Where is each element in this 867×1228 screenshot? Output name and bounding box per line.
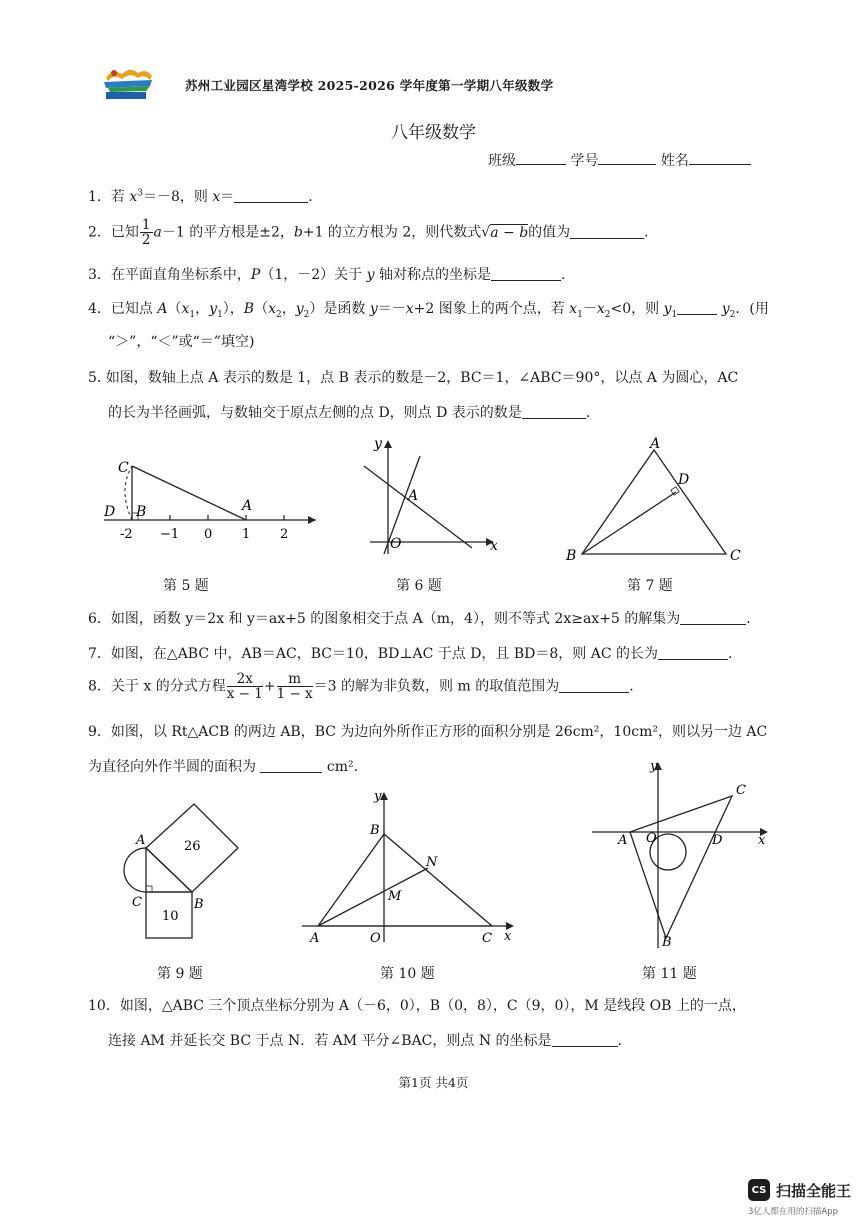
question-5-line2: 的长为半径画弧，与数轴交于原点左侧的点 D，则点 D 表示的数是 . [108, 405, 591, 421]
question-10: 10．如图，△ABC 三个顶点坐标分别为 A（－6，0），B（0，8），C（9，0），M 是线段 OB 上的一点， [88, 998, 746, 1014]
caption-fig11: 第 11 题 [642, 966, 697, 982]
label-C: C [118, 460, 129, 476]
figure-7 [560, 436, 750, 566]
label-B: B [662, 935, 672, 950]
answer-blank-6[interactable] [680, 610, 746, 625]
cs-logo-icon: CS [748, 1179, 770, 1201]
question-1: 1．若 $x^3=-8$，则 x＝ . [88, 188, 313, 205]
answer-blank-8[interactable] [559, 678, 629, 693]
label-D: D [678, 472, 690, 488]
tick-neg1: −1 [160, 527, 180, 542]
tick-0: 0 [204, 527, 213, 542]
cs-brand: 扫描全能王 [776, 1181, 852, 1200]
fraction-1: $\frac{2x}{x - 1}$ [226, 671, 263, 703]
label-D: D [712, 833, 723, 848]
question-4: 4．已知点 $A(x_1$，$y_1$），$B(x_2$，$y_2$）是函数 y＝－x+2 图象上的两个点，若 $x_1-x_2<0$，则 $y_1$ $y_2$．(用 [88, 301, 769, 320]
label-x: x [758, 833, 766, 848]
answer-blank-9[interactable] [260, 758, 322, 773]
question-6: 6．如图，函数 y＝2x 和 y＝ax+5 的图象相交于点 A（m，4），则不等式 2x≥ax+5 的解集为 . [88, 611, 751, 627]
page-footer: 第1页 共4页 [398, 1075, 469, 1090]
question-9: 9．如图，以 Rt△ACB 的两边 AB，BC 为边向外所作正方形的面积分别是 26cm²，10cm²，则以另一边 AC [88, 724, 768, 740]
tick-2: 2 [280, 527, 289, 542]
tick-neg2: -2 [120, 527, 133, 542]
question-10-line2: 连接 AM 并延长交 BC 于点 N．若 AM 平分∠BAC，则点 N 的坐标是 . [108, 1033, 622, 1049]
name-blank[interactable] [689, 150, 751, 165]
label-A: A [310, 931, 320, 946]
cs-tagline: 3亿人都在用的扫描App [748, 1207, 839, 1217]
label-y: y [374, 789, 382, 804]
label-B: B [566, 548, 577, 564]
figure-10 [298, 786, 528, 946]
label-O: O [390, 536, 402, 552]
caption-fig10: 第 10 题 [380, 966, 435, 982]
class-label: 班级 [488, 153, 516, 169]
label-A: A [618, 833, 628, 848]
question-2: 2．已知 $\frac{1}{2}$ a－1 的平方根是±2，b+1 的立方根为 2，则代数式√a − b的值为 . [88, 217, 649, 249]
question-5: 5. 如图，数轴上点 A 表示的数是 1，点 B 表示的数是－2，BC＝1，∠ABC＝90°，以点 A 为圆心，AC [88, 370, 739, 386]
caption-fig6: 第 6 题 [396, 578, 442, 594]
page-title: 八年级数学 [391, 123, 476, 143]
label-O: O [370, 931, 381, 946]
label-x: x [504, 929, 512, 944]
label-A: A [408, 488, 419, 504]
answer-blank-10[interactable] [552, 1032, 618, 1047]
school-logo [100, 64, 156, 104]
student-info [488, 150, 751, 170]
caption-fig5: 第 5 题 [163, 578, 209, 594]
answer-blank-2[interactable] [570, 224, 644, 239]
school-header: 苏州工业园区星湾学校 2025-2026 学年度第一学期八年级数学 [185, 78, 554, 93]
figure-11 [586, 756, 776, 952]
id-blank[interactable] [598, 150, 656, 165]
id-label: 学号 [570, 153, 599, 169]
label-C: C [482, 931, 492, 946]
camscanner-watermark [748, 1179, 851, 1217]
figure-5 [90, 440, 330, 560]
label-M: M [388, 889, 402, 904]
answer-blank-4[interactable] [677, 300, 717, 315]
label-D: D [104, 504, 116, 520]
tick-1: 1 [242, 527, 251, 542]
label-A: A [136, 833, 146, 848]
figure-6 [360, 436, 510, 566]
label-O: O [646, 831, 657, 846]
label-A: A [242, 498, 253, 514]
square-area-10: 10 [162, 909, 179, 924]
label-y: y [374, 436, 382, 452]
label-B: B [370, 823, 380, 838]
label-B: B [194, 897, 204, 912]
question-4-line2: “＞”，“＜”或“＝”填空) [108, 334, 255, 350]
question-8: 8．关于 x 的分式方程 $\frac{2x}{x - 1}$ + $\frac{m}{1 - x}$ ＝3 的解为非负数，则 m 的取值范围为 . [88, 671, 634, 703]
question-3: 3．在平面直角坐标系中，P（1，－2）关于 y 轴对称点的坐标是 . [88, 267, 566, 283]
fraction-half: $\frac{1}{2}$ [141, 217, 151, 249]
label-B: B [136, 504, 147, 520]
sqrt-symbol: √ [481, 224, 491, 241]
answer-blank-3[interactable] [491, 266, 561, 281]
answer-blank-5[interactable] [522, 404, 586, 419]
label-C: C [736, 783, 746, 798]
class-blank[interactable] [516, 150, 566, 165]
label-y: y [650, 759, 658, 774]
name-label: 姓名 [660, 153, 689, 169]
fraction-2: $\frac{m}{1 - x}$ [276, 671, 313, 703]
label-C: C [730, 548, 741, 564]
question-7: 7．如图，在△ABC 中，AB＝AC，BC＝10，BD⊥AC 于点 D，且 BD＝8，则 AC 的长为 . [88, 646, 733, 662]
label-A: A [650, 436, 661, 452]
caption-fig9: 第 9 题 [157, 966, 203, 982]
caption-fig7: 第 7 题 [627, 578, 673, 594]
answer-blank-7[interactable] [658, 645, 728, 660]
answer-blank-1[interactable] [234, 188, 308, 203]
question-9-line2: 为直径向外作半圆的面积为 cm². [88, 759, 359, 775]
figure-9 [110, 798, 250, 948]
label-C: C [132, 895, 142, 910]
label-N: N [426, 855, 438, 870]
label-x: x [490, 538, 498, 554]
square-area-26: 26 [184, 839, 201, 854]
